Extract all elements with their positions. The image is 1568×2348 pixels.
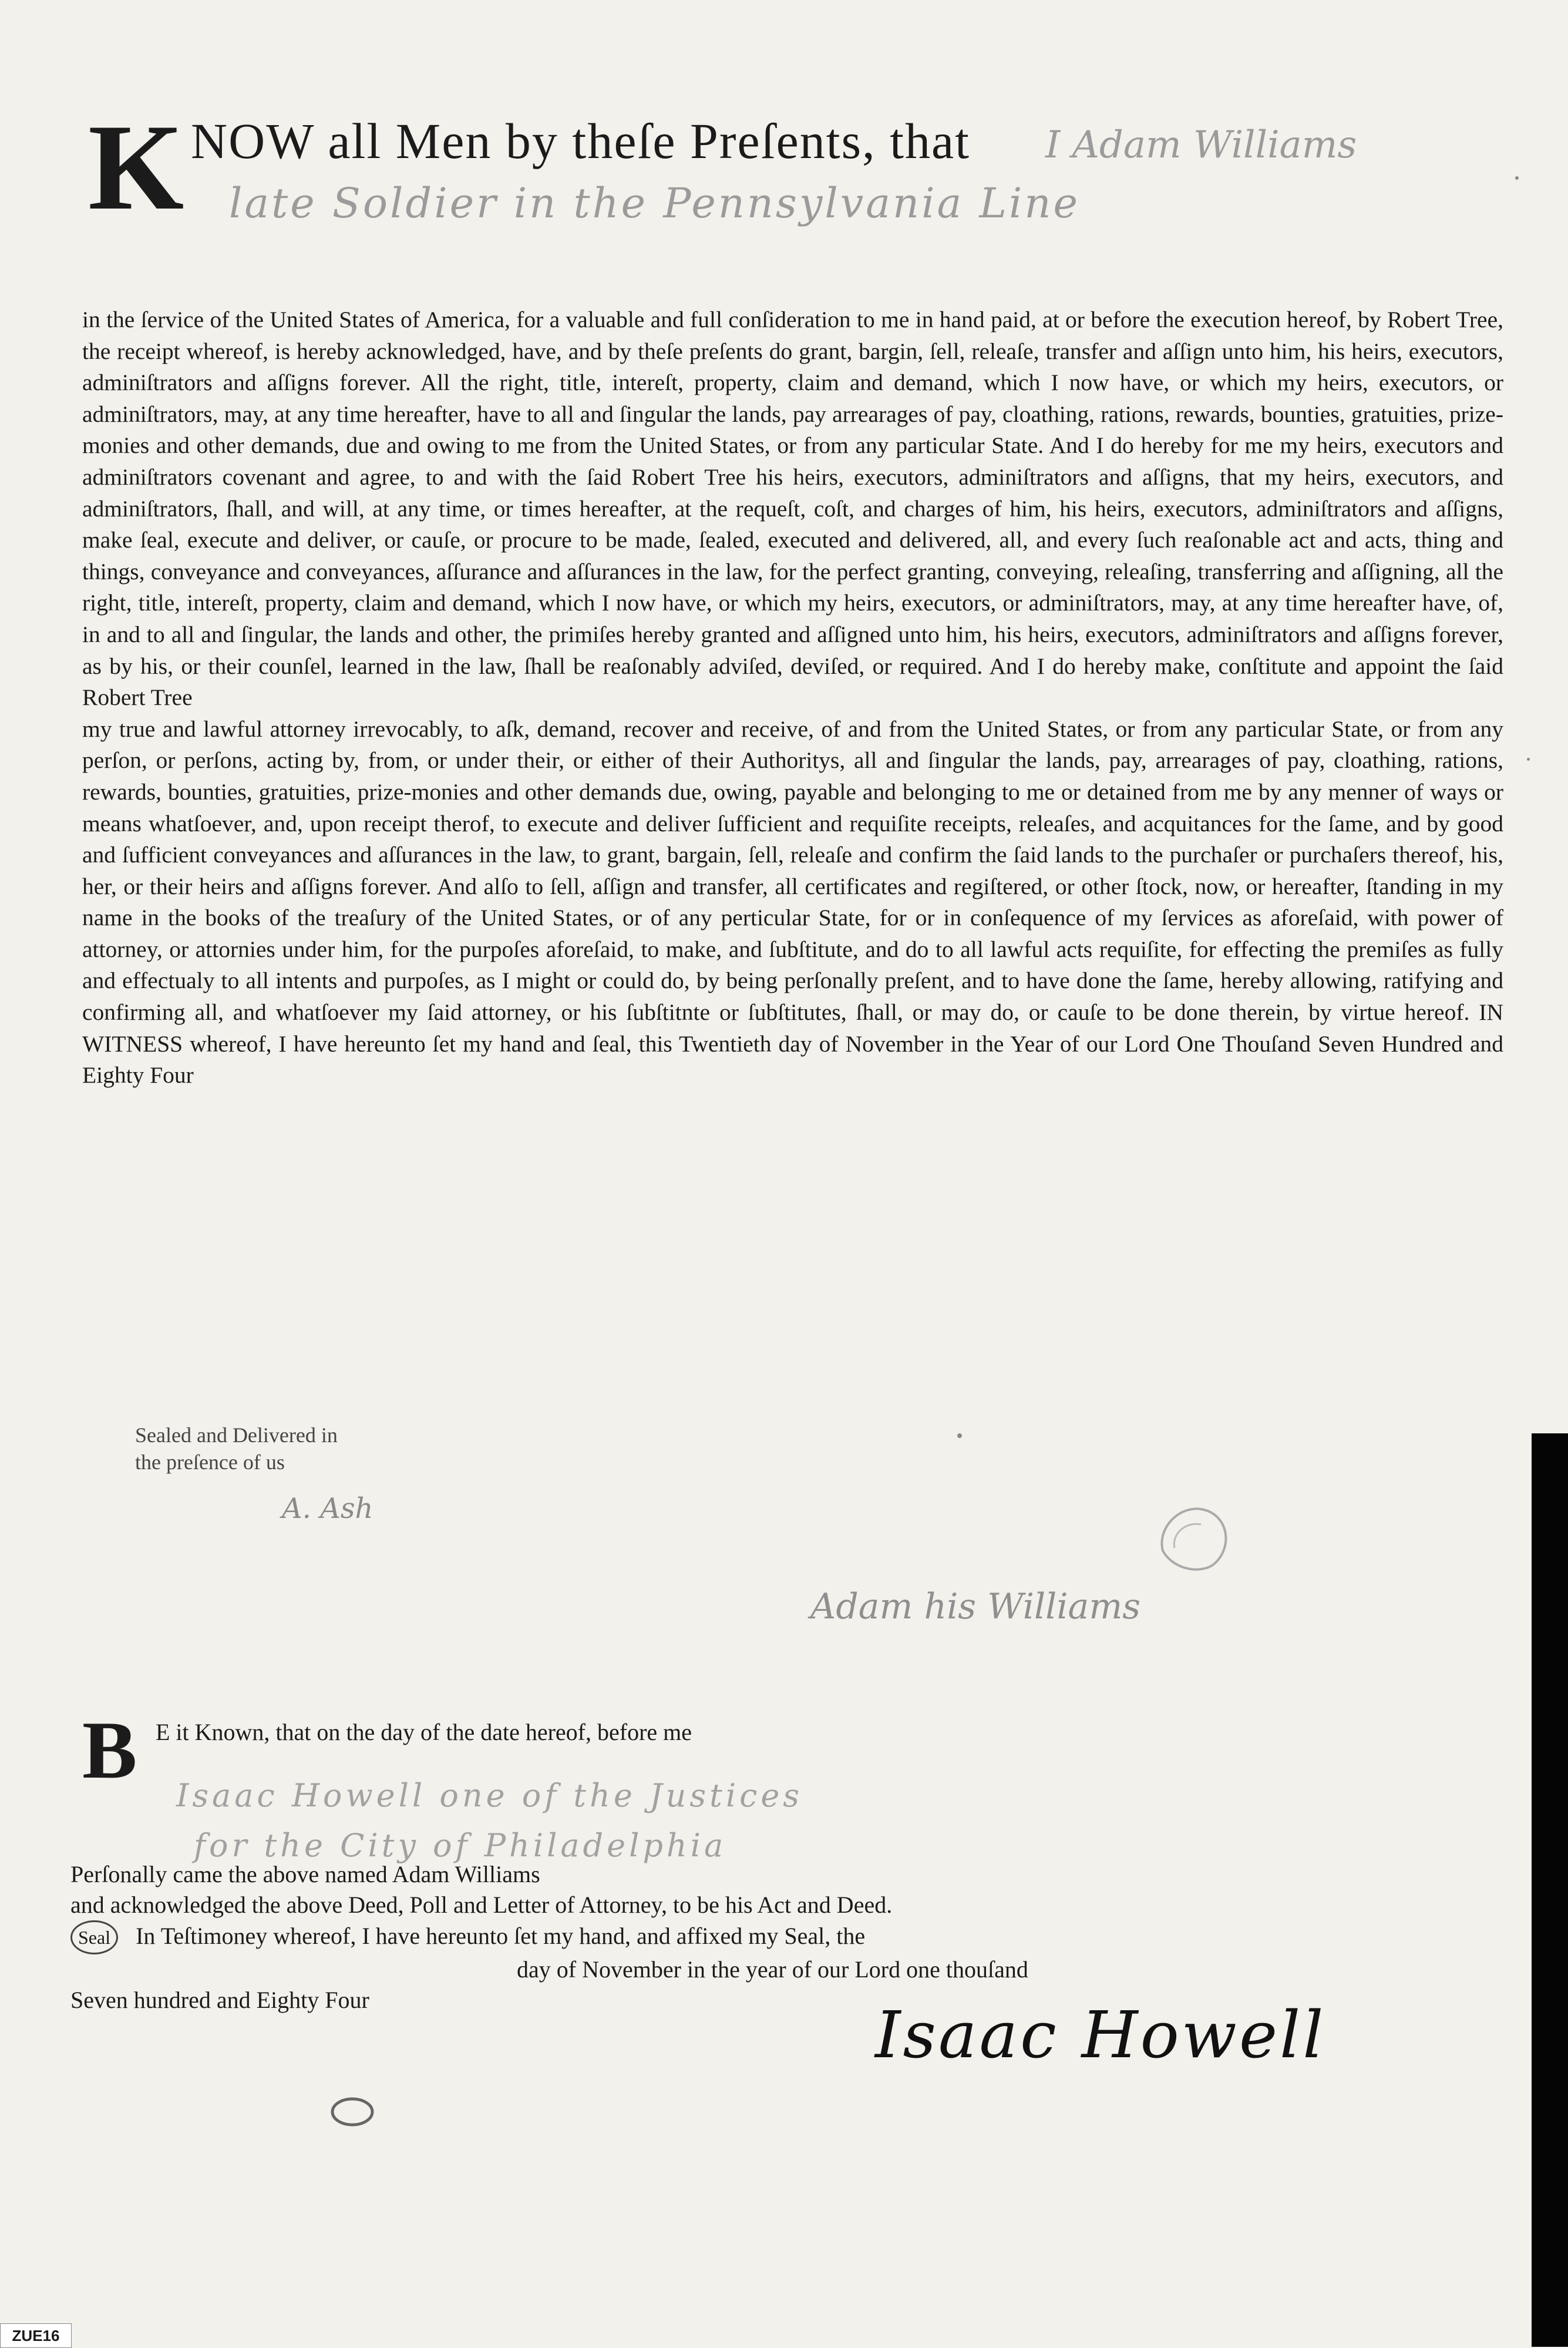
personally-came-line: Perſonally came the above named Adam Williams bbox=[70, 1861, 540, 1887]
witness-signature: A. Ash bbox=[282, 1492, 374, 1525]
wax-seal-mark bbox=[1139, 1492, 1245, 1586]
handwritten-grantor-rank: late Soldier in the Pennsylvania Line bbox=[229, 179, 1080, 227]
handwritten-jurisdiction: for the City of Philadelphia bbox=[194, 1827, 727, 1864]
ink-blot bbox=[329, 2094, 376, 2129]
justice-signature: Isaac Howell bbox=[875, 1997, 1326, 2072]
scan-edge-shadow bbox=[1532, 1433, 1568, 2347]
archive-stamp: ZUE16 bbox=[0, 2323, 72, 2348]
paper-speck bbox=[1515, 176, 1519, 180]
acknowledgment-body bbox=[70, 1859, 1509, 2016]
dropcap-b: B bbox=[82, 1705, 137, 1796]
presence-line: the preſence of us bbox=[135, 1450, 285, 1474]
seal-label: Seal bbox=[70, 1920, 118, 1954]
deed-header bbox=[88, 99, 1509, 247]
acknowledgment-opening: E it Known, that on the day of the date hereof, before me bbox=[156, 1719, 692, 1745]
sealed-delivered-block bbox=[135, 1422, 338, 1476]
handwritten-justice-name: Isaac Howell one of the Justices bbox=[176, 1777, 803, 1814]
handwritten-grantor-name: I Adam Williams bbox=[1045, 123, 1357, 167]
paper-speck bbox=[957, 1433, 962, 1438]
deed-paragraph-attorney: my true and lawful attorney irrevocably, to aſk, demand, recover and receive, of and from the United States, or from any particular State, or from any perſon, or perſons, acting by, from, or under their, or either of their Authoritys, all and ſingular the lands, pay, arrearages of pay, cloathing, rations, rewards, bounties, gratuities, prize-monies and other demands due, owing, payable and belonging to me or detained from me by any menner of ways or means whatſoever, and, upon receipt therof, to execute and deliver ſufficient and requiſite receipts, releaſes, and acquitances for the ſame, and by good and ſufficient conveyances and aſſurances in the law, to grant, bargain, ſell, releaſe and confirm the ſaid lands to the purchaſer or purchaſers thereof, his, her, or their heirs and aſſigns forever. And alſo to ſell, aſſign and transfer, all certificates and regiſtered, or other ſtock, now, or hereafter, ſtanding in my name in the books of the treaſury of the United States, or of any perticular State, for or in conſequence of my ſervices as aforeſaid, with power of attorney, or attornies under him, for the purpoſes aforeſaid, to make, and ſubſtitute, and do to all lawful acts requiſite, for effecting the premiſes as fully and effectualy to all intents and purpoſes, as I might or could do, by being perſonally preſent, and to have done the ſame, hereby allowing, ratifying and confirming all, and whatſoever my ſaid attorney, or his ſubſtitnte or ſubſtitutes, ſhall, or may do, or cauſe to be done therein, by virtue hereof. IN WITNESS whereof, I have hereunto ſet my hand and ſeal, this Twentieth day of November in the Year of our Lord One Thouſand Seven Hundred and Eighty Four bbox=[82, 716, 1503, 1089]
deed-body bbox=[82, 304, 1503, 1091]
sealed-line: Sealed and Delivered in bbox=[135, 1423, 338, 1447]
opening-line: NOW all Men by theſe Preſents, that bbox=[191, 113, 971, 169]
testimony-text: In Teſtimoney whereof, I have hereunto ſet my hand, and affixed my Seal, the bbox=[136, 1923, 866, 1949]
acknowledged-line: and acknowledged the above Deed, Poll and Letter of Attorney, to be his Act and Deed. bbox=[70, 1892, 893, 1918]
deed-paragraph-grant: in the ſervice of the United States of America, for a valuable and full conſideration to me in hand paid, at or before the execution hereof, by Robert Tree, the receipt whereof, is hereby acknowledged, have, and by theſe preſents do grant, bargin, ſell, releaſe, transfer and aſſign unto him, his heirs, executors, adminiſtrators and aſſigns forever. All the right, title, intereſt, property, claim and demand, which I now have, or which my heirs, executors, or adminiſtrators, may, at any time hereafter, have to all and ſingular the lands, pay arrearages of pay, cloathing, rations, rewards, bounties, gratuities, prize-monies and other demands, due and owing to me from the United States, or from any particular State. And I do hereby for me my heirs, executors and adminiſtrators covenant and agree, to and with the ſaid Robert Tree his heirs, executors, adminiſtrators and aſſigns, that my heirs, executors, and adminiſtrators, ſhall, and will, at any time, or times hereafter, at the requeſt, coſt, and charges of him, his heirs, executors, adminiſtrators and aſſigns, make ſeal, execute and deliver, or cauſe, or procure to be made, ſealed, executed and delivered, all, and every ſuch reaſonable act and acts, thing and things, conveyance and conveyances, aſſurance and aſſurances in the law, for the perfect granting, conveying, releaſing, transferring and aſſigning, all the right, title, intereſt, property, claim and demand, which I now have, or which my heirs, executors, or adminiſtrators, may, at any time hereafter have, of, in and to all and ſingular, the lands and other, the primiſes hereby granted and aſſigned unto him, his heirs, executors, adminiſtrators and aſſigns forever, as by his, or their counſel, learned in the law, ſhall be reaſonably adviſed, deviſed, or required. And I do hereby make, conſtitute and appoint the ſaid Robert Tree bbox=[82, 307, 1503, 711]
signer-mark-signature: Adam his Williams bbox=[810, 1586, 1141, 1627]
paper-speck bbox=[1527, 758, 1530, 761]
day-line: day of November in the year of our Lord one thouſand bbox=[517, 1956, 1028, 1983]
testimony-line bbox=[70, 1920, 1509, 1954]
dropcap-k: K bbox=[88, 99, 184, 236]
seven-hundred-line: Seven hundred and Eighty Four bbox=[70, 1987, 369, 2013]
